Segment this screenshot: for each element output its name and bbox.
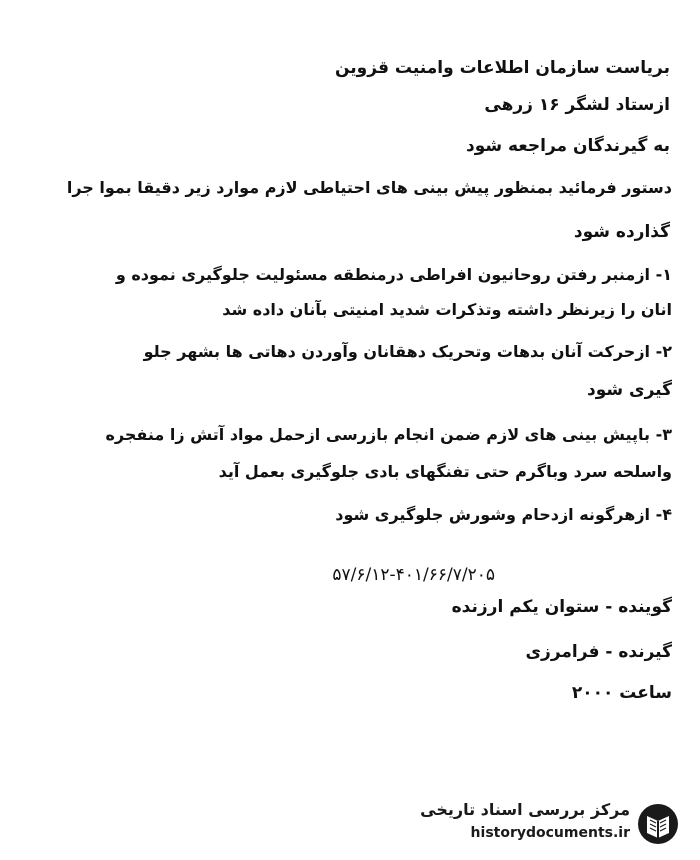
item-1-line: ۱- ازمنبر رفتن روحانیون افراطی درمنطقه مسئولیت جلوگیری نموده و — [115, 265, 672, 284]
book-emblem-icon — [636, 802, 680, 846]
sender-line: گوینده - ستوان یکم ارزنده — [451, 597, 672, 617]
item-1-continuation: انان را زیرنظر داشته وتذکرات شدید امنیتی بآنان داده شد — [222, 300, 672, 319]
time-line: ساعت ۲۰۰۰ — [571, 683, 672, 703]
recipient-line: بریاست سازمان اطلاعات وامنیت قزوین — [335, 58, 670, 78]
item-3-line: ۳- باپیش بینی های لازم ضمن انجام بازرسی ازحمل مواد آتش زا منفجره — [105, 425, 672, 444]
watermark-title: مرکز بررسی اسناد تاریخی — [420, 800, 630, 819]
body-line: گذارده شود — [573, 222, 670, 242]
watermark-url: historydocuments.ir — [470, 825, 630, 841]
item-2-continuation: گیری شود — [587, 380, 672, 400]
item-3-continuation: واسلحه سرد وباگرم حتی تفنگهای بادی جلوگیری بعمل آید — [218, 462, 672, 481]
body-line: دستور فرمائید بمنظور پیش بینی های احتیاطی لازم موارد زیر دقیقا بموا جرا — [66, 178, 672, 197]
reference-number: ۵۷/۶/۱۲-۴۰۱/۶۶/۷/۲۰۵ — [332, 565, 495, 585]
watermark — [386, 796, 686, 852]
origin-line: ازستاد لشگر ۱۶ زرهی — [484, 95, 670, 115]
addressee-line: به گیرندگان مراجعه شود — [465, 136, 670, 156]
receiver-line: گیرنده - فرامرزی — [525, 642, 672, 662]
item-4-line: ۴- ازهرگونه ازدحام وشورش جلوگیری شود — [335, 505, 672, 524]
item-2-line: ۲- ازحرکت آنان بدهات وتحریک دهقانان وآوردن دهاتی ها بشهر جلو — [143, 342, 672, 361]
